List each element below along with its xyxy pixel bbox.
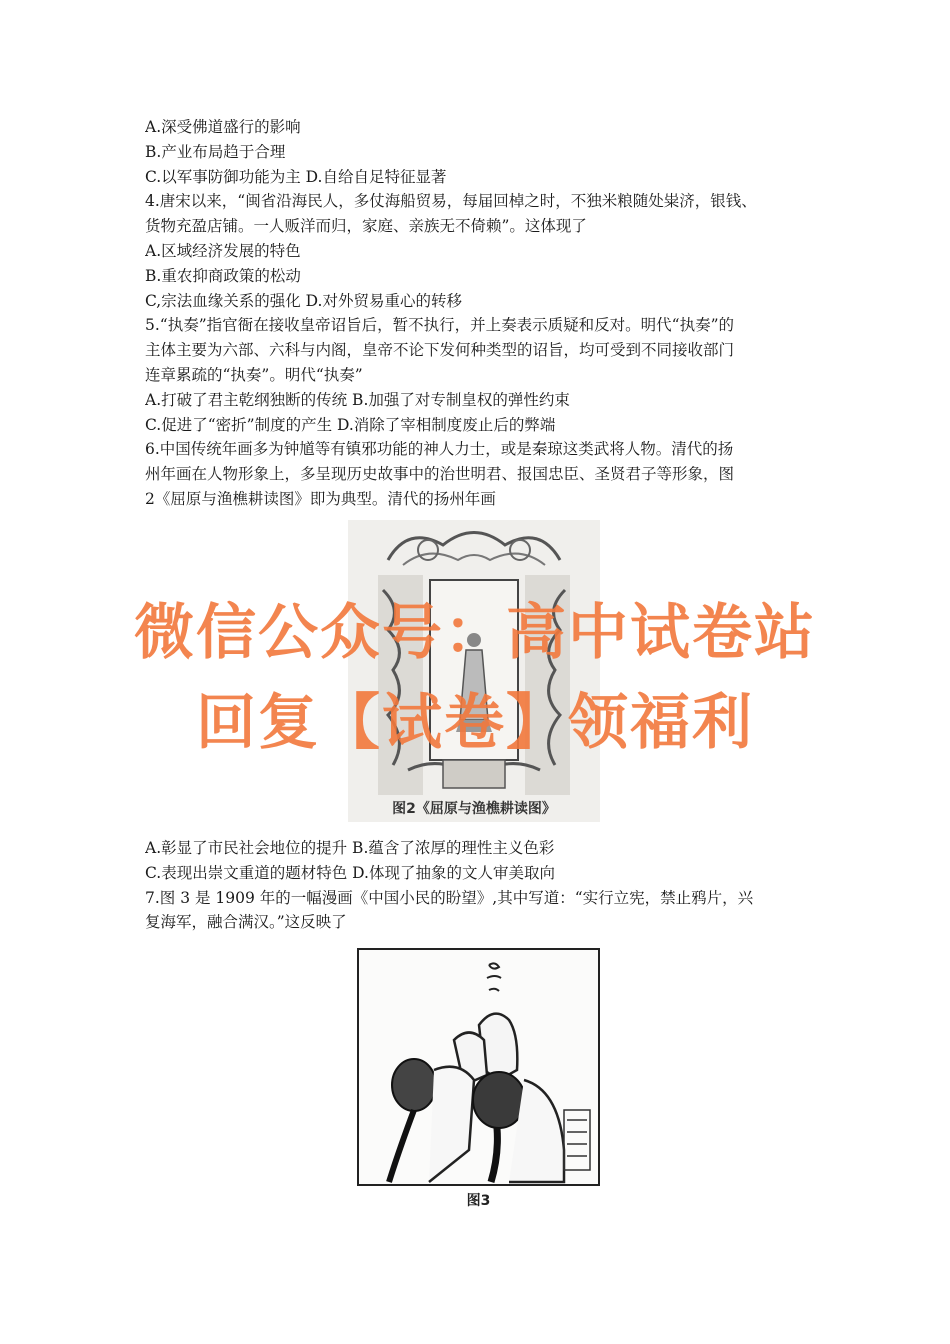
question-5-line: 连章累疏的“执奏”。明代“执奏” — [145, 365, 363, 384]
watermark-line-1: 微信公众号：高中试卷站 — [134, 598, 816, 668]
question-7-line: 7.图 3 是 1909 年的一幅漫画《中国小民的盼望》,其中写道：“实行立宪，禁止鸦片，兴 — [145, 888, 754, 907]
option-line: B.重农抑商政策的松动 — [145, 266, 301, 285]
question-6-line: 2《屈原与渔樵耕读图》即为典型。清代的扬州年画 — [145, 489, 496, 508]
question-4-line: 4.唐宋以来，“闽省沿海民人，多仗海船贸易，每届回棹之时，不独米粮随处粜济，银钱、 — [145, 192, 757, 211]
option-line: B.产业布局趋于合理 — [145, 142, 286, 161]
figure-2-illustration — [348, 520, 600, 822]
watermark-line-2: 回复【试卷】领福利 — [196, 688, 754, 758]
figure-3-cartoon — [357, 948, 600, 1186]
question-6-line: 州年画在人物形象上，多呈现历史故事中的治世明君、报国忠臣、圣贤君子等形象，图 — [145, 465, 735, 484]
question-5-line: 5.“执奏”指官衙在接收皇帝诏旨后，暂不执行，并上奏表示质疑和反对。明代“执奏”的 — [145, 316, 734, 335]
question-text-block-1 — [145, 115, 810, 512]
question-text-block-2 — [145, 836, 810, 935]
option-line: A.深受佛道盛行的影响 — [145, 118, 301, 136]
figure-2-caption: 图2《屈原与渔樵耕读图》 — [392, 801, 556, 817]
option-line: C.以军事防御功能为主 D.自给自足特征显著 — [145, 167, 447, 186]
figure-3-caption: 图3 — [466, 1193, 491, 1209]
question-5-line: 主体主要为六部、六科与内阁，皇帝不论下发何种类型的诏旨，均可受到不同接收部门 — [145, 341, 735, 360]
option-line: A.区域经济发展的特色 — [145, 241, 301, 260]
figure-3-illustration — [359, 950, 598, 1184]
question-6-line: 6.中国传统年画多为钟馗等有镇邪功能的神人力士，或是秦琼这类武将人物。清代的扬 — [145, 440, 734, 459]
question-4-line: 货物充盈店铺。一人贩洋而归，家庭、亲族无不倚赖”。这体现了 — [145, 217, 587, 236]
option-line: A.打破了君主乾纲独断的传统 B.加强了对专制皇权的弹性约束 — [145, 390, 570, 409]
option-line: C.表现出崇文重道的题材特色 D.体现了抽象的文人审美取向 — [145, 863, 555, 882]
question-7-line: 复海军，融合满汉。”这反映了 — [145, 913, 347, 932]
option-line: C,宗法血缘关系的强化 D.对外贸易重心的转移 — [145, 291, 462, 310]
option-line: A.彰显了市民社会地位的提升 B.蕴含了浓厚的理性主义色彩 — [145, 839, 555, 857]
option-line: C.促进了“密折”制度的产生 D.消除了宰相制度废止后的弊端 — [145, 415, 556, 434]
figure-2-new-year-painting — [348, 520, 600, 822]
